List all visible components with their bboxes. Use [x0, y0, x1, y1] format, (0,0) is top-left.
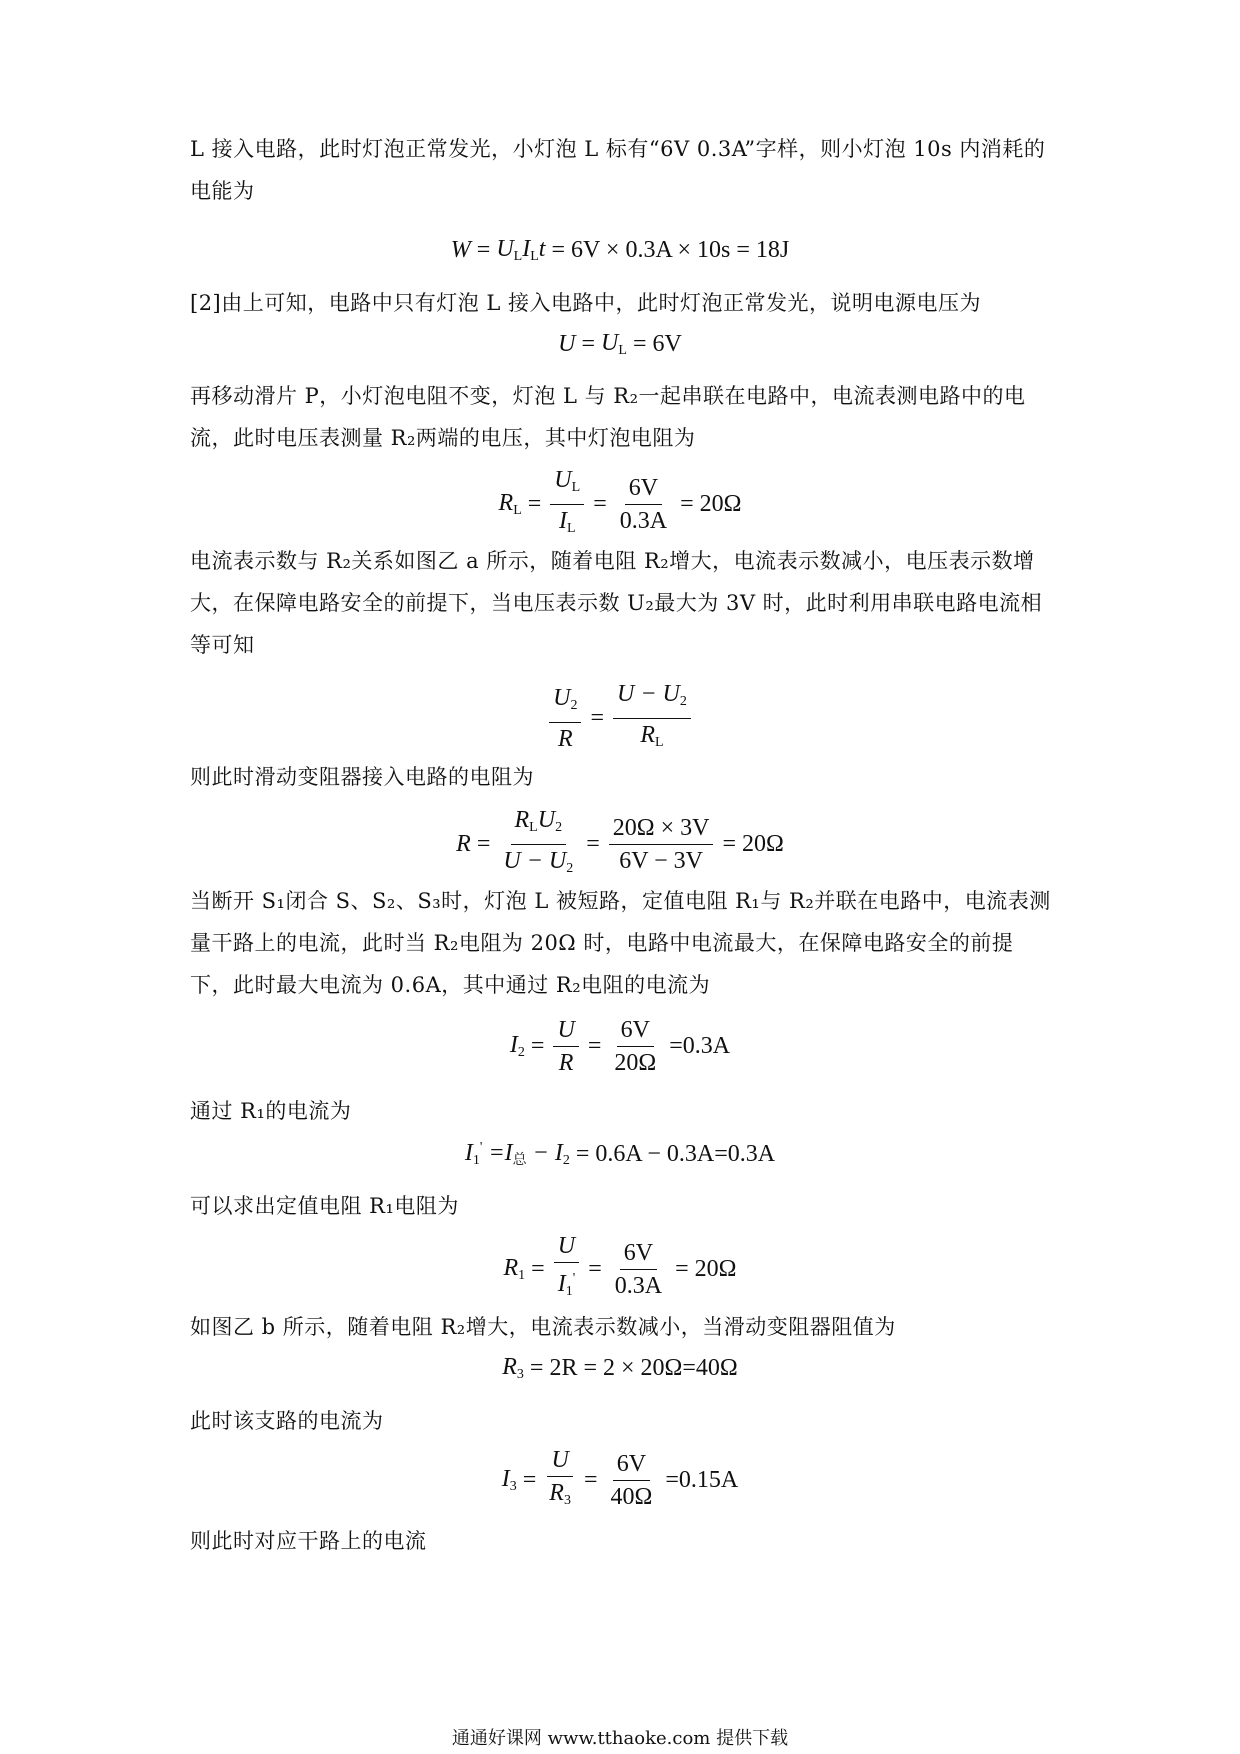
equation-voltage — [0, 330, 1240, 359]
eq-subscript: 2 — [517, 1045, 525, 1060]
eq-symbol: R — [456, 831, 471, 857]
eq-symbol: U − U — [617, 681, 680, 707]
paragraph-1 — [190, 128, 1070, 212]
eq-rhs: = 20Ω — [722, 831, 784, 857]
eq-operator: = — [590, 705, 605, 731]
paragraph-5 — [190, 756, 1070, 798]
equation-energy — [0, 236, 1240, 265]
eq-subscript: 3 — [509, 1479, 517, 1494]
eq-symbol: I — [557, 1271, 566, 1297]
fraction — [549, 684, 581, 753]
eq-rhs: =0.15A — [665, 1467, 739, 1493]
text-line: 通过 R₁的电流为 — [190, 1099, 352, 1123]
text-line: 则此时对应干路上的电流 — [190, 1529, 427, 1553]
fraction — [616, 474, 671, 535]
text-line: [2]由上可知，电路中只有灯泡 L 接入电路中，此时灯泡正常发光，说明电源电压为 — [190, 291, 982, 315]
eq-symbol: R — [549, 1480, 564, 1506]
page-footer: 通通好课网 www.tthaoke.com 提供下载 — [451, 1728, 789, 1749]
paragraph-4 — [190, 540, 1070, 666]
eq-symbol: I — [558, 508, 567, 534]
equation-r1-resistance — [0, 1232, 1240, 1306]
text-line: 再移动滑片 P，小灯泡电阻不变，灯泡 L 与 R₂一起串联在电路中，电流表测电路中的电 — [190, 384, 1026, 408]
equation-series-ratio — [0, 680, 1240, 757]
text-line: 电流表示数与 R₂关系如图乙 a 所示，随着电阻 R₂增大，电流表示数减小，电压表示数增 — [190, 549, 1035, 573]
eq-operator: = — [527, 491, 542, 517]
fraction-numerator: 6V — [617, 1016, 654, 1047]
eq-rhs: = 2R = 2 × 20Ω=40Ω — [529, 1355, 738, 1381]
eq-rhs: = 20Ω — [675, 1255, 737, 1282]
fraction-denominator: 0.3A — [614, 1272, 663, 1299]
paragraph-2 — [190, 282, 1070, 324]
eq-subscript: 2 — [562, 1153, 570, 1168]
fraction — [499, 806, 577, 883]
eq-symbol: I — [464, 1140, 473, 1166]
eq-operator: = — [476, 831, 491, 857]
eq-subscript: 3 — [516, 1367, 524, 1382]
paragraph-9 — [190, 1306, 1070, 1348]
eq-subscript: L — [529, 820, 538, 835]
fraction — [611, 1239, 666, 1300]
fraction-numerator: 20Ω × 3V — [609, 814, 714, 845]
eq-symbol: U − U — [503, 848, 567, 874]
eq-subscript: L — [566, 521, 576, 536]
eq-operator: = — [581, 331, 596, 357]
eq-rhs: = 20Ω — [680, 491, 742, 517]
eq-subscript: L — [530, 249, 539, 264]
eq-operator: = — [531, 1255, 545, 1282]
eq-subscript: 1 — [518, 1267, 526, 1283]
eq-subscript: 总 — [512, 1153, 527, 1168]
eq-symbol: U — [601, 330, 619, 356]
text-line: 可以求出定值电阻 R₁电阻为 — [190, 1194, 459, 1218]
fraction — [554, 1232, 580, 1306]
text-line: 量干路上的电流，此时当 R₂电阻为 20Ω 时，电路中电流最大，在保障电路安全的前提 — [190, 931, 1014, 955]
equation-r1-current — [0, 1140, 1240, 1169]
eq-rhs: = 0.6A − 0.3A=0.3A — [575, 1141, 776, 1167]
eq-subscript: 1 — [472, 1153, 480, 1168]
fraction-denominator: 40Ω — [610, 1484, 653, 1510]
fraction-denominator: 20Ω — [614, 1050, 657, 1076]
paragraph-8 — [190, 1185, 1070, 1227]
eq-symbol: U — [557, 1017, 575, 1043]
eq-subscript: 2 — [555, 820, 563, 835]
eq-symbol: U — [496, 236, 514, 262]
fraction — [613, 680, 691, 757]
eq-symbol: U — [554, 467, 572, 493]
paragraph-3 — [190, 375, 1070, 459]
text-line: 此时该支路的电流为 — [190, 1409, 384, 1433]
paragraph-10 — [190, 1400, 1070, 1442]
fraction — [545, 1446, 575, 1515]
eq-symbol: W — [450, 237, 471, 263]
eq-subscript: L — [655, 735, 664, 750]
equation-i3 — [0, 1446, 1240, 1515]
eq-operator: = — [476, 237, 491, 263]
fraction-numerator: 6V — [620, 1239, 657, 1270]
eq-symbol: U — [551, 1447, 569, 1473]
eq-symbol: R — [498, 490, 514, 516]
eq-prime: ' — [572, 1271, 576, 1286]
eq-symbol: U — [557, 1233, 576, 1259]
eq-subscript: 2 — [570, 698, 578, 713]
eq-subscript: L — [513, 503, 522, 518]
eq-subscript: 3 — [563, 1493, 571, 1508]
text-line: 电能为 — [190, 179, 255, 203]
eq-symbol: R — [502, 1354, 517, 1380]
eq-operator: = — [522, 1467, 537, 1493]
eq-symbol: U — [537, 807, 556, 833]
eq-symbol: R — [503, 1254, 519, 1281]
eq-operator: = — [588, 1255, 602, 1282]
text-line: 流，此时电压表测量 R₂两端的电压，其中灯泡电阻为 — [190, 426, 696, 450]
text-line: 则此时滑动变阻器接入电路的电阻为 — [190, 765, 534, 789]
equation-r2-current — [0, 1016, 1240, 1077]
text-line: 大，在保障电路安全的前提下，当电压表示数 U₂最大为 3V 时，此时利用串联电路电流相 — [190, 591, 1043, 615]
eq-symbol: R — [558, 1050, 574, 1076]
equation-lamp-resistance — [0, 466, 1240, 543]
text-line: 下，此时最大电流为 0.6A，其中通过 R₂电阻的电流为 — [190, 973, 711, 997]
eq-rhs: = 6V × 0.3A × 10s = 18J — [551, 237, 790, 263]
eq-symbol: t — [538, 236, 546, 262]
equation-rheostat-resistance — [0, 806, 1240, 883]
eq-subscript: L — [513, 249, 523, 264]
eq-symbol: R — [640, 722, 655, 748]
eq-subscript: 1 — [565, 1284, 573, 1299]
eq-subscript: 2 — [566, 861, 574, 876]
eq-subscript: L — [571, 480, 581, 495]
eq-symbol: I — [509, 1032, 518, 1058]
eq-symbol: I — [522, 236, 531, 262]
eq-symbol: U — [558, 331, 576, 357]
fraction — [609, 814, 714, 875]
eq-operator: = — [593, 491, 607, 517]
eq-symbol: I — [501, 1466, 510, 1492]
text-line: 等可知 — [190, 633, 255, 657]
equation-r3 — [0, 1354, 1240, 1383]
fraction-denominator: 6V − 3V — [619, 848, 703, 874]
paragraph-7 — [190, 1090, 1070, 1132]
eq-subscript: 2 — [679, 694, 687, 709]
text-line: 当断开 S₁闭合 S、S₂、S₃时，灯泡 L 被短路，定值电阻 R₁与 R₂并联在电路中，电流表测 — [190, 889, 1051, 913]
fraction-denominator: 0.3A — [619, 508, 668, 534]
fraction — [610, 1016, 660, 1077]
eq-operator: = — [587, 1033, 602, 1059]
eq-prime: ' — [479, 1140, 483, 1155]
eq-symbol: − I — [532, 1140, 563, 1166]
eq-operator: = — [583, 1467, 598, 1493]
eq-symbol: R — [514, 807, 530, 833]
paragraph-6 — [190, 880, 1070, 1006]
eq-rhs: =0.3A — [669, 1033, 731, 1059]
text-line: L 接入电路，此时灯泡正常发光，小灯泡 L 标有“6V 0.3A”字样，则小灯泡 10s 内消耗的 — [190, 137, 1046, 161]
fraction — [550, 466, 584, 543]
eq-symbol: R — [557, 726, 573, 752]
eq-symbol: U — [553, 685, 571, 711]
fraction-numerator: 6V — [625, 474, 662, 505]
text-line: 如图乙 b 所示，随着电阻 R₂增大，电流表示数减小，当滑动变阻器阻值为 — [190, 1315, 896, 1339]
fraction — [607, 1450, 657, 1511]
eq-subscript: L — [618, 343, 627, 358]
eq-rhs: = 6V — [632, 331, 682, 357]
fraction-numerator: 6V — [613, 1450, 650, 1481]
eq-operator: = — [530, 1033, 545, 1059]
eq-operator: = — [586, 831, 600, 857]
fraction — [553, 1016, 578, 1077]
paragraph-11 — [190, 1520, 1070, 1562]
eq-symbol: =I — [488, 1140, 513, 1166]
